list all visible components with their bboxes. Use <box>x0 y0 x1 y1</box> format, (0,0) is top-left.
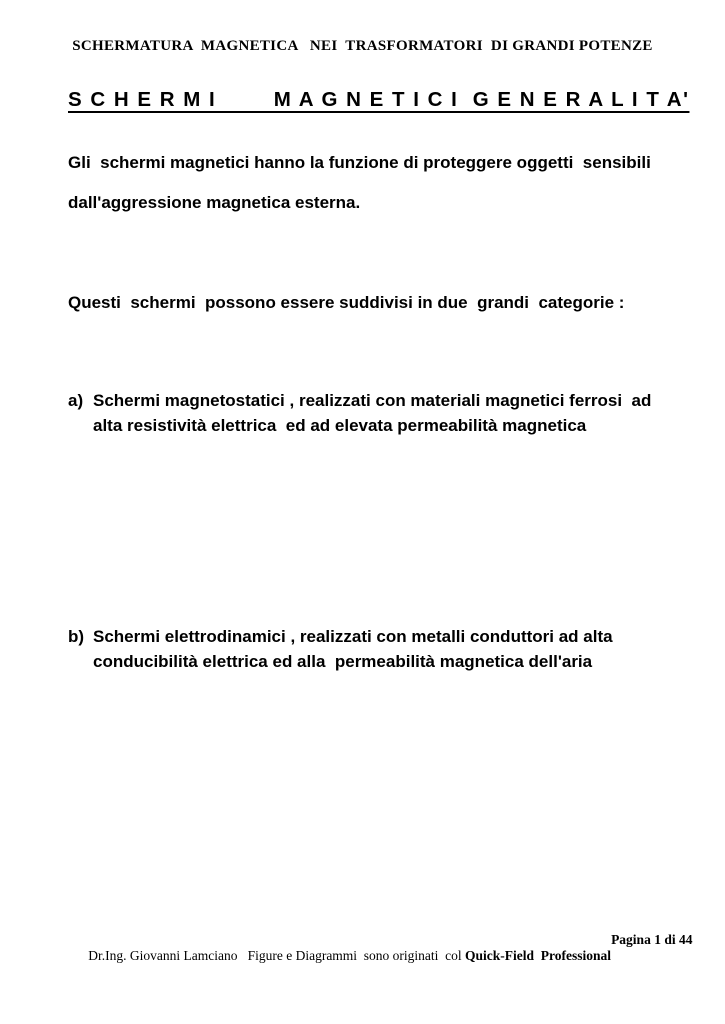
list-item-a <box>68 388 668 438</box>
list-item-a-line-1: Schermi magnetostatici , realizzati con materiali magnetici ferrosi ad <box>93 391 652 410</box>
list-marker-b: b) <box>68 627 85 646</box>
list-item-b-line-2: conducibilità elettrica ed alla permeabilità magnetica dell'aria <box>93 652 593 671</box>
footer-page-number: Pagina 1 di 44 <box>611 932 693 947</box>
intro-line-2: dall'aggressione magnetica esterna. <box>68 193 361 212</box>
document-title: S C H E R M I M A G N E T I C I G E N E R A L I T A' <box>68 88 690 111</box>
page-footer <box>68 932 693 980</box>
categories-paragraph: Questi schermi possono essere suddivisi in due grandi categorie : <box>68 293 625 312</box>
list-marker-a: a) <box>68 391 84 410</box>
footer-credits-group <box>68 932 611 980</box>
footer-tool-name: Quick-Field Professional <box>465 948 612 963</box>
list-item-b <box>68 624 668 674</box>
list-item-b-text <box>93 624 668 674</box>
list-item-b-line-1: Schermi elettrodinamici , realizzati con metalli conduttori ad alta <box>93 627 613 646</box>
intro-paragraph <box>68 152 668 232</box>
list-item-a-line-2: alta resistività elettrica ed ad elevata permeabilità magnetica <box>93 416 587 435</box>
intro-line-1: Gli schermi magnetici hanno la funzione di proteggere oggetti sensibili <box>68 153 651 172</box>
footer-credits: Dr.Ing. Giovanni Lamciano Figure e Diagrammi sono originati col <box>88 948 466 963</box>
list-item-a-text <box>93 388 668 438</box>
document-header: SCHERMATURA MAGNETICA NEI TRASFORMATORI DI GRANDI POTENZE <box>72 38 653 54</box>
